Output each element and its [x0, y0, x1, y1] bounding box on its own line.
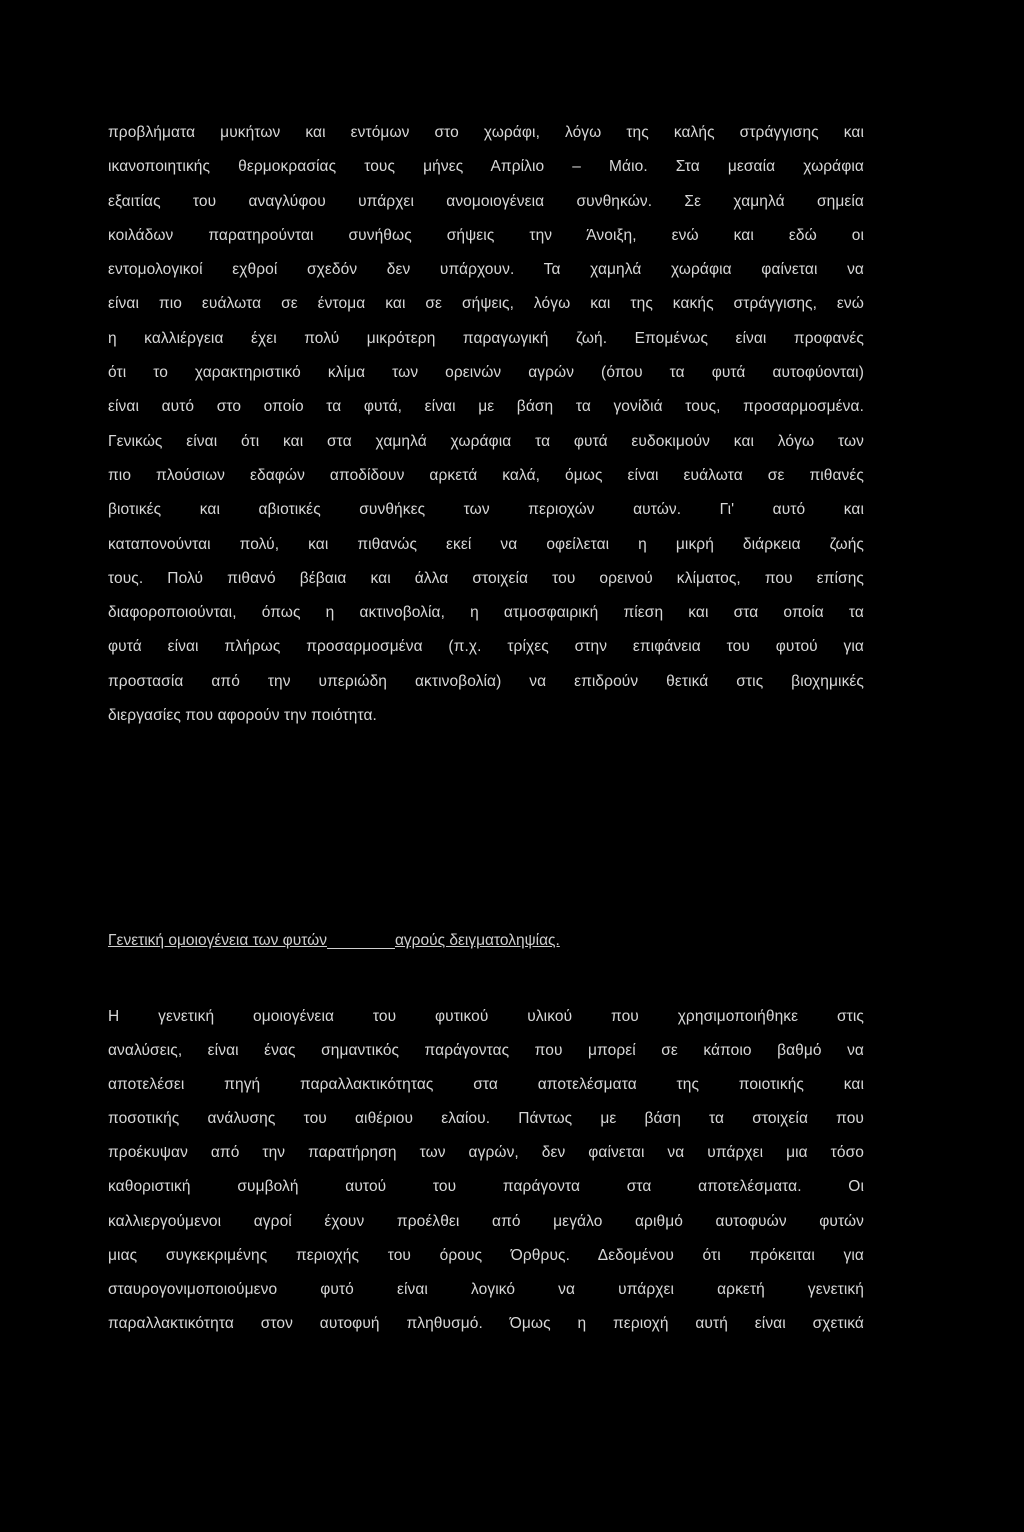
text-line: προέκυψαν από την παρατήρηση των αγρών, δεν φαίνεται να υπάρχει μια τόσο — [108, 1144, 864, 1162]
text-line: σταυρογονιμοποιούμενο φυτό είναι λογικό να υπάρχει αρκετή γενετική — [108, 1280, 864, 1298]
text-line: τους. Πολύ πιθανό βέβαια και άλλα στοιχεία του ορεινού κλίματος, που επίσης — [108, 569, 864, 587]
heading-gap-underline — [327, 926, 395, 949]
text-line: παραλλακτικότητα στον αυτοφυή πληθυσμό. Όμως η περιοχή αυτή είναι σχετικά — [108, 1314, 864, 1332]
text-line: εξαιτίας του αναγλύφου υπάρχει ανομοιογένεια συνθηκών. Σε χαμηλά σημεία — [108, 192, 864, 210]
text-line: μιας συγκεκριμένης περιοχής του όρους Όρθρυς. Δεδομένου ότι πρόκειται για — [108, 1246, 864, 1264]
text-line: είναι αυτό στο οποίο τα φυτά, είναι με βάση τα γονίδιά τους, προσαρμοσμένα. — [108, 398, 864, 416]
text-line: ποσοτικής ανάλυσης του αιθέριου ελαίου. Πάντως με βάση τα στοιχεία που — [108, 1110, 864, 1128]
section-heading-part2: αγρούς δειγματοληψίας. — [394, 932, 560, 949]
paragraph-upper — [108, 116, 864, 733]
text-line: ότι το χαρακτηριστικό κλίμα των ορεινών αγρών (όπου τα φυτά αυτοφύονται) — [108, 364, 864, 382]
text-line: φυτά είναι πλήρως προσαρμοσμένα (π.χ. τρίχες στην επιφάνεια του φυτού για — [108, 638, 864, 656]
text-line: Γενικώς είναι ότι και στα χαμηλά χωράφια τα φυτά ευδοκιμούν και λόγω των — [108, 432, 864, 450]
text-line: προστασία από την υπεριώδη ακτινοβολία) να επιδρούν θετικά στις βιοχημικές — [108, 672, 864, 690]
text-line: πιο πλούσιων εδαφών αποδίδουν αρκετά καλά, όμως είναι ευάλωτα σε πιθανές — [108, 466, 864, 484]
text-line: διαφοροποιούνται, όπως η ακτινοβολία, η ατμοσφαιρική πίεση και στα οποία τα — [108, 604, 864, 622]
section-heading-part1: Γενετική ομοιογένεια των φυτών — [108, 932, 327, 949]
section-heading — [108, 926, 864, 956]
text-line: αναλύσεις, είναι ένας σημαντικός παράγοντας που μπορεί σε κάποιο βαθμό να — [108, 1042, 864, 1060]
text-line: καθοριστική συμβολή αυτού του παράγοντα στα αποτελέσματα. Οι — [108, 1178, 864, 1196]
text-line: καλλιεργούμενοι αγροί έχουν προέλθει από μεγάλο αριθμό αυτοφυών φυτών — [108, 1212, 864, 1230]
text-line: αποτελέσει πηγή παραλλακτικότητας στα αποτελέσματα της ποιοτικής και — [108, 1076, 864, 1094]
text-line: είναι πιο ευάλωτα σε έντομα και σε σήψεις, λόγω και της κακής στράγγισης, ενώ — [108, 295, 864, 313]
text-line: εντομολογικοί εχθροί σχεδόν δεν υπάρχουν. Τα χαμηλά χωράφια φαίνεται να — [108, 261, 864, 279]
text-line: ικανοποιητικής θερμοκρασίας τους μήνες Απρίλιο – Μάιο. Στα μεσαία χωράφια — [108, 158, 864, 176]
paragraph-lower — [108, 1000, 864, 1341]
text-line: κοιλάδων παρατηρούνται συνήθως σήψεις την Άνοιξη, ενώ και εδώ οι — [108, 226, 864, 244]
text-line: η καλλιέργεια έχει πολύ μικρότερη παραγωγική ζωή. Επομένως είναι προφανές — [108, 329, 864, 347]
text-line: διεργασίες που αφορούν την ποιότητα. — [108, 707, 377, 725]
text-line: βιοτικές και αβιοτικές συνθήκες των περιοχών αυτών. Γι' αυτό και — [108, 501, 864, 519]
text-line: Η γενετική ομοιογένεια του φυτικού υλικού που χρησιμοποιήθηκε στις — [108, 1008, 864, 1025]
text-line: προβλήματα μυκήτων και εντόμων στο χωράφι, λόγω της καλής στράγγισης και — [108, 124, 864, 141]
text-line: καταπονούνται πολύ, και πιθανώς εκεί να οφείλεται η μικρή διάρκεια ζωής — [108, 535, 864, 553]
